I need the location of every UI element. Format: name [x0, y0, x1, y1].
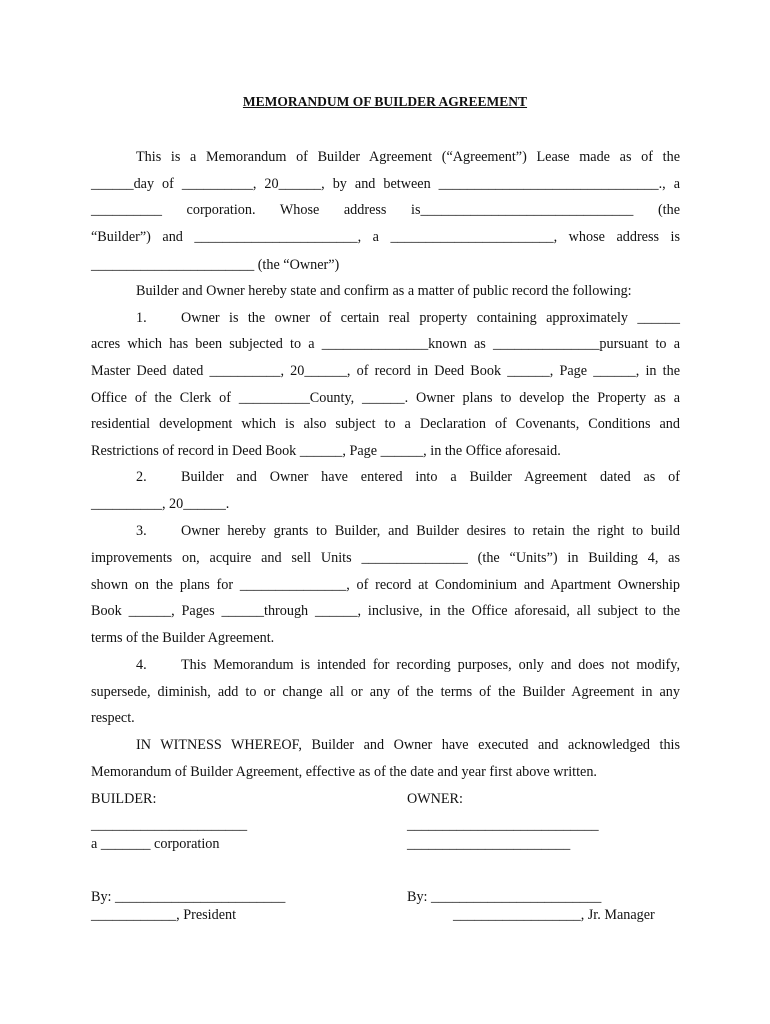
clause-3-first-line	[136, 522, 680, 540]
clause-1-line-4: Office of the Clerk of __________County, ______. Owner plans to develop the Property as a	[91, 390, 680, 406]
clause-2-line-2: __________, 20______.	[91, 496, 230, 512]
owner-title-line: __________________, Jr. Manager	[453, 907, 655, 923]
owner-signature-line-2: _______________________	[407, 836, 571, 852]
recital-line: Builder and Owner hereby state and confirm as a matter of public record the following:	[136, 283, 632, 299]
builder-signature-line: ______________________	[91, 817, 248, 833]
clause-4-line-2: supersede, diminish, add to or change all or any of the terms of the Builder Agreement in any	[91, 684, 680, 700]
intro-line-4: “Builder”) and _______________________, a _______________________, whose address is	[91, 229, 680, 245]
witness-line-1: IN WITNESS WHEREOF, Builder and Owner have executed and acknowledged this	[136, 737, 680, 753]
clause-3-line-2: improvements on, acquire and sell Units _______________ (the “Units”) in Building 4, as	[91, 550, 680, 566]
builder-by-line: By: ________________________	[91, 889, 286, 905]
intro-line-1: This is a Memorandum of Builder Agreement (“Agreement”) Lease made as of the	[136, 149, 680, 165]
clause-text: Builder and Owner have entered into a Builder Agreement dated as of	[181, 469, 680, 485]
clause-number: 4.	[136, 657, 147, 673]
clause-1-line-6: Restrictions of record in Deed Book ______, Page ______, in the Office aforesaid.	[91, 443, 561, 459]
intro-line-5: _______________________ (the “Owner”)	[91, 257, 340, 273]
clause-3-line-5: terms of the Builder Agreement.	[91, 630, 275, 646]
clause-3-line-4: Book ______, Pages ______through ______, inclusive, in the Office aforesaid, all subject to the	[91, 603, 680, 619]
builder-title-line: ____________, President	[91, 907, 237, 923]
clause-text: Owner hereby grants to Builder, and Builder desires to retain the right to build	[181, 523, 680, 539]
clause-3-line-3: shown on the plans for _______________, of record at Condominium and Apartment Ownership	[91, 577, 680, 593]
clause-4-line-3: respect.	[91, 710, 135, 726]
clause-text: This Memorandum is intended for recording purposes, only and does not modify,	[181, 657, 680, 673]
clause-4-first-line	[136, 656, 680, 674]
owner-label: OWNER:	[407, 791, 463, 807]
clause-1-first-line	[136, 309, 680, 327]
clause-number: 3.	[136, 523, 147, 539]
clause-number: 1.	[136, 310, 147, 326]
intro-line-2: ______day of __________, 20______, by and between _______________________________., a	[91, 176, 680, 192]
owner-signature-line-1: ___________________________	[407, 817, 599, 833]
clause-1-line-2: acres which has been subjected to a _______________known as _______________pursuant to a	[91, 336, 680, 352]
clause-2-first-line	[136, 468, 680, 486]
clause-number: 2.	[136, 469, 147, 485]
clause-1-line-5: residential development which is also subject to a Declaration of Covenants, Conditions and	[91, 416, 680, 432]
witness-line-2: Memorandum of Builder Agreement, effective as of the date and year first above written.	[91, 764, 597, 780]
builder-label: BUILDER:	[91, 791, 157, 807]
builder-corporation-line: a _______ corporation	[91, 836, 220, 852]
owner-by-line: By: ________________________	[407, 889, 602, 905]
clause-text: Owner is the owner of certain real property containing approximately ______	[181, 310, 680, 326]
intro-line-3: __________ corporation. Whose address is______________________________ (the	[91, 202, 680, 218]
clause-1-line-3: Master Deed dated __________, 20______, of record in Deed Book ______, Page ______, in the	[91, 363, 680, 379]
document-title: MEMORANDUM OF BUILDER AGREEMENT	[242, 94, 528, 109]
